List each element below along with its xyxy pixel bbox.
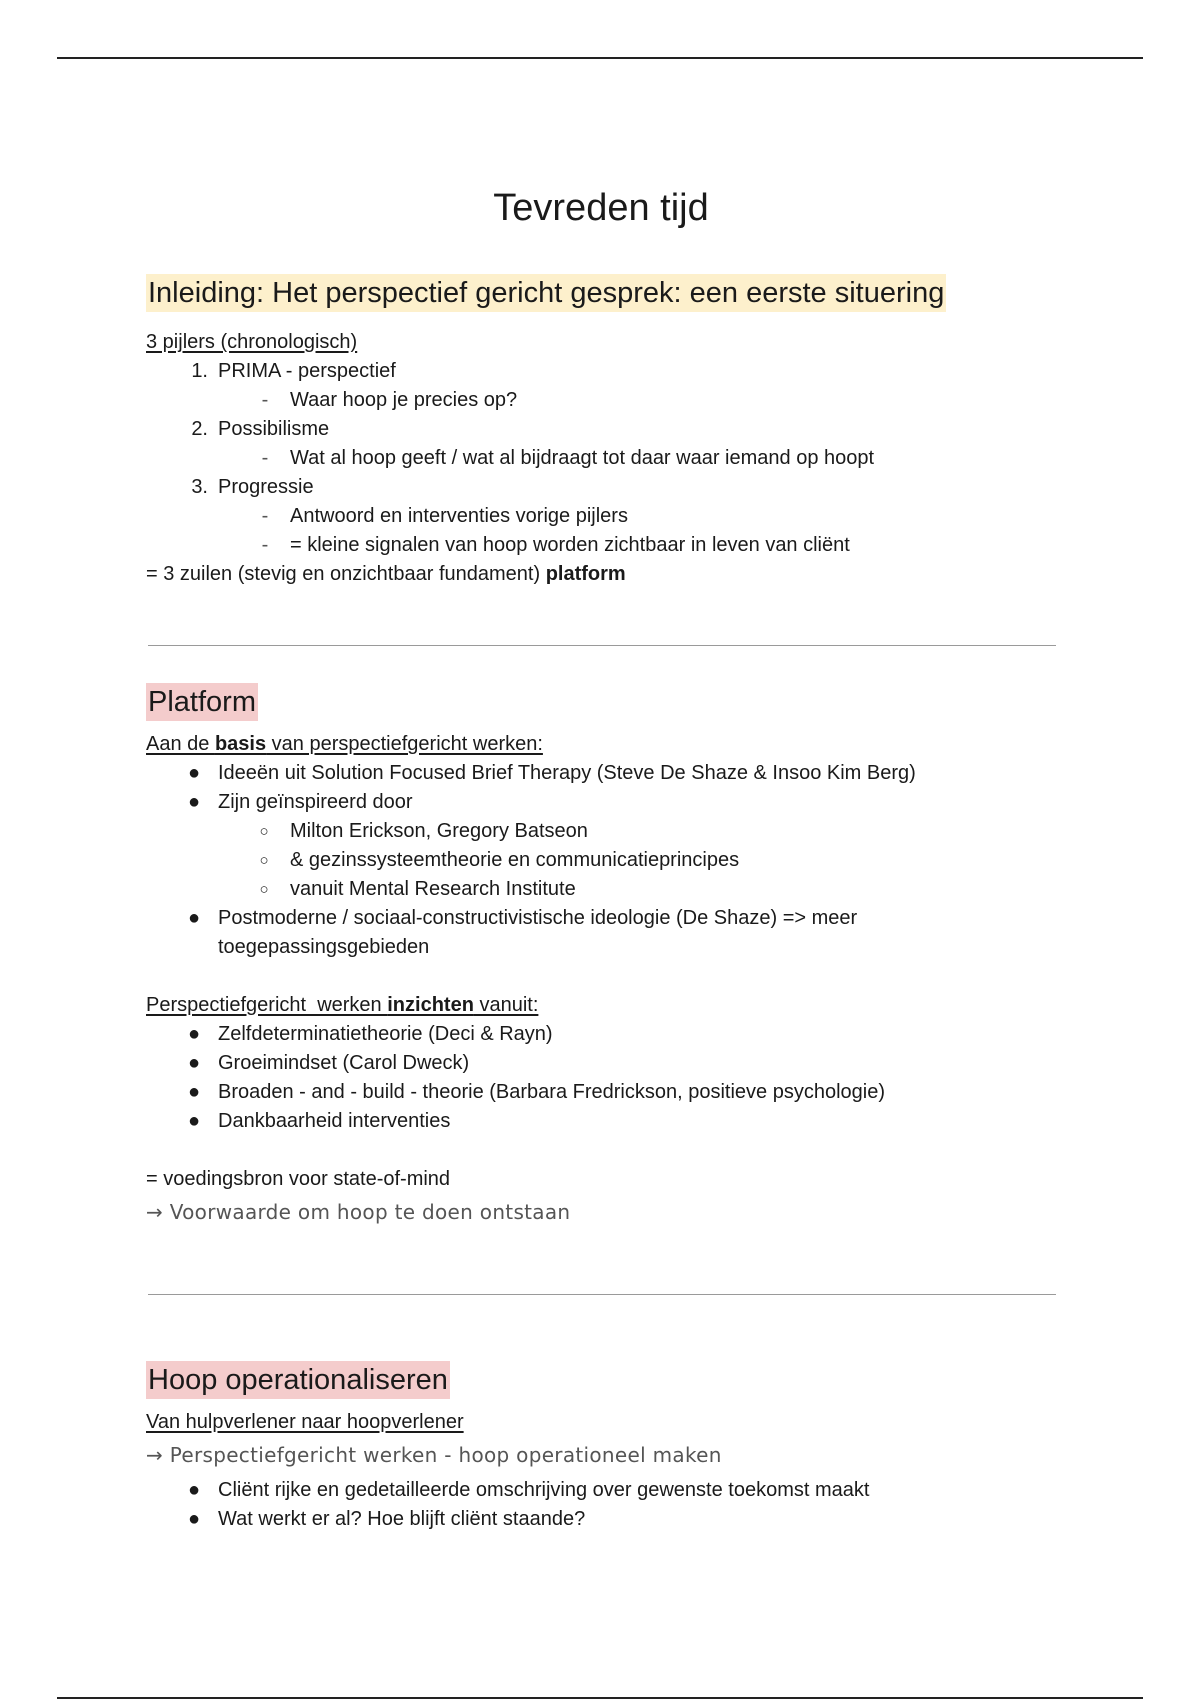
spacer <box>146 1136 1066 1165</box>
summary-text: = 3 zuilen (stevig en onzichtbaar fundament) <box>146 563 546 585</box>
subheading-text: Perspectiefgericht werken <box>146 994 388 1016</box>
list-item-text: Wat werkt er al? Hoe blijft cliënt staande? <box>218 1508 586 1530</box>
pillar-subitem <box>146 386 1066 415</box>
sub-list-item <box>146 846 1066 875</box>
subheading-bold: basis <box>214 733 267 755</box>
sub-list-item <box>146 817 1066 846</box>
bullet-icon: ● <box>187 1110 201 1132</box>
intro-subheading: 3 pijlers (chronologisch) <box>146 331 358 353</box>
summary-bold: platform <box>545 563 626 585</box>
dash-marker: - <box>261 534 269 556</box>
list-number: 2. <box>191 418 208 440</box>
bullet-icon: ● <box>187 1508 201 1530</box>
pillar-label: PRIMA - perspectief <box>218 360 396 382</box>
bottom-rule <box>57 1697 1143 1699</box>
list-item <box>146 788 1066 817</box>
list-item-text: Zelfdeterminatietheorie (Deci & Rayn) <box>218 1023 553 1045</box>
condition-line: → Voorwaarde om hoop te doen ontstaan <box>146 1200 571 1224</box>
list-item <box>146 904 978 962</box>
list-item <box>146 1476 1066 1505</box>
list-item-text: Dankbaarheid interventies <box>218 1110 451 1132</box>
section-heading-hope: Hoop operationaliseren <box>146 1361 450 1399</box>
pillar-item <box>146 357 1066 386</box>
bullet-icon: ● <box>187 1052 201 1074</box>
section-heading-intro: Inleiding: Het perspectief gericht gesprek: een eerste situering <box>146 274 946 312</box>
list-item-text: Postmoderne / sociaal-constructivistische ideologie (De Shaze) => meer toegepassingsgebieden <box>218 907 858 958</box>
sub-list-item-text: Milton Erickson, Gregory Batseon <box>290 820 588 842</box>
list-item-text: Broaden - and - build - theorie (Barbara Fredrickson, positieve psychologie) <box>218 1081 886 1103</box>
list-item <box>146 1078 1066 1107</box>
spacer <box>146 962 1066 991</box>
circle-bullet-icon: ○ <box>259 881 269 898</box>
list-item <box>146 1107 1066 1136</box>
sub-list-item <box>146 875 1066 904</box>
subheading-bold: inzichten <box>387 994 474 1016</box>
section-heading-platform: Platform <box>146 683 258 721</box>
sub-list-item-text: vanuit Mental Research Institute <box>290 878 576 900</box>
platform-subheading <box>146 730 1066 759</box>
pillar-subitem-text: Wat al hoop geeft / wat al bijdraagt tot daar waar iemand op hoopt <box>290 447 875 469</box>
subheading-text: Aan de <box>146 733 215 755</box>
bullet-icon: ● <box>187 1023 201 1045</box>
dash-marker: - <box>261 389 269 411</box>
list-item <box>146 1020 1066 1049</box>
bullet-icon: ● <box>187 1479 201 1501</box>
section-divider <box>148 1294 1056 1295</box>
pillar-subitem <box>146 531 1066 560</box>
intro-section-body <box>146 328 1066 589</box>
dash-marker: - <box>261 447 269 469</box>
dash-marker: - <box>261 505 269 527</box>
pillar-subitem <box>146 502 1066 531</box>
bullet-icon: ● <box>187 1081 201 1103</box>
circle-bullet-icon: ○ <box>259 852 269 869</box>
subheading-text: van perspectiefgericht werken: <box>266 733 543 755</box>
pillar-subitem-text: Antwoord en interventies vorige pijlers <box>290 505 628 527</box>
bullet-icon: ● <box>187 762 201 784</box>
pillar-item <box>146 415 1066 444</box>
arrow-line: → Perspectiefgericht werken - hoop operationeel maken <box>146 1443 722 1467</box>
platform-section-body <box>146 730 1066 1227</box>
pillar-subitem-text: Waar hoop je precies op? <box>290 389 518 411</box>
subheading-text: vanuit: <box>473 994 539 1016</box>
pillar-subitem <box>146 444 1066 473</box>
list-item-text: Cliënt rijke en gedetailleerde omschrijving over gewenste toekomst maakt <box>218 1479 870 1501</box>
pillar-label: Possibilisme <box>218 418 330 440</box>
pillar-item <box>146 473 1066 502</box>
source-line: = voedingsbron voor state-of-mind <box>146 1168 451 1190</box>
pillar-subitem-text: = kleine signalen van hoop worden zichtbaar in leven van cliënt <box>290 534 850 556</box>
page-title: Tevreden tijd <box>493 187 709 229</box>
list-item <box>146 1049 1066 1078</box>
section-divider <box>148 645 1056 646</box>
pillar-label: Progressie <box>218 476 314 498</box>
hope-subheading: Van hulpverlener naar hoopverlener <box>146 1411 464 1433</box>
list-item-text: Groeimindset (Carol Dweck) <box>218 1052 470 1074</box>
list-item <box>146 759 1066 788</box>
hope-section-body <box>146 1408 1066 1534</box>
bullet-icon: ● <box>187 907 201 929</box>
list-item <box>146 1505 1066 1534</box>
circle-bullet-icon: ○ <box>259 823 269 840</box>
intro-summary <box>146 560 1066 589</box>
list-item-text: Ideeën uit Solution Focused Brief Therapy (Steve De Shaze & Insoo Kim Berg) <box>218 762 916 784</box>
sub-list-item-text: & gezinssysteemtheorie en communicatieprincipes <box>290 849 740 871</box>
bullet-icon: ● <box>187 791 201 813</box>
list-number: 1. <box>191 360 208 382</box>
list-number: 3. <box>191 476 208 498</box>
insights-subheading <box>146 991 1066 1020</box>
top-rule <box>57 57 1143 59</box>
list-item-text: Zijn geïnspireerd door <box>218 791 413 813</box>
